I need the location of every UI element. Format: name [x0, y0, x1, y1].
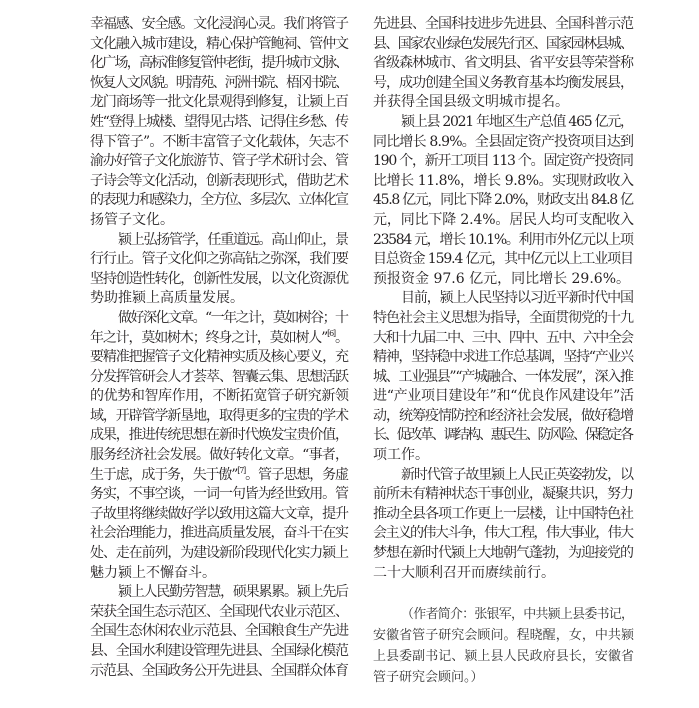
text-line: 县、全国水利建设管理先进县、全国绿化模范: [90, 643, 348, 659]
text-line: 前所未有精神状态干事创业，凝聚共识，努力: [373, 486, 633, 503]
text-line: 项工作。: [373, 447, 429, 464]
text-line: 梦想在新时代颍上大地朝气蓬勃，为迎接党的: [373, 545, 633, 562]
text-line: 生于虑，成于务，失于傲”[7]。管子思想，务虚: [90, 465, 348, 483]
right-column: [373, 15, 634, 583]
text-line: 子诗会等文化活动，创新表现形式，借助艺术: [90, 172, 348, 189]
text-line: 示范县、全国政务公开先进县、全国群众体育: [90, 662, 348, 679]
text-line: 二十大顺利召开而赓续前行。: [373, 564, 555, 581]
text-line: 扬管子文化。: [90, 211, 174, 228]
text-line: 幸福感、安全感。文化浸润心灵。我们将管子: [90, 16, 348, 32]
text-line: 新时代管子故里颍上人民正英姿勃发，以: [401, 466, 633, 483]
text-line: 恢复人文风貌。明清苑、河洲书院、梧冈书院、: [90, 74, 348, 91]
text-line: 并获得全国县级文明城市提名。: [373, 94, 569, 111]
author-note-line: 管子研究会顾问。）: [373, 670, 484, 685]
text-line: 目前，颍上人民坚持以习近平新时代中国: [401, 290, 633, 307]
paragraph: [373, 289, 634, 465]
text-line: 比增长 11.8%，增长 9.8%。实现财政收入: [373, 172, 634, 189]
text-line: 域，开辟管学新垦地，取得更多的宝贵的学术: [90, 407, 348, 424]
text-line: 预报资金 97.6 亿元，同比增长 29.6%。: [373, 270, 630, 287]
paragraph: [90, 231, 349, 309]
text-line: 坚持创造性转化，创新性发展，以文化资源优: [90, 270, 348, 287]
text-line: 文化融入城市建设，精心保护管鲍祠、管仲文: [90, 35, 348, 52]
text-line: 推动全县各项工作更上一层楼，让中国特色社: [373, 505, 633, 522]
text-line: 的表现力和感染力，全方位、多层次、立体化宣: [90, 192, 348, 209]
text-line: 社会治理能力，推进高质量发展，奋斗干在实: [90, 525, 348, 542]
author-note-line: 上县委副书记、颍上县人民政府县长，安徽省: [373, 649, 635, 664]
text-line: 做好深化文章。“一年之计，莫如树谷；十: [118, 309, 348, 326]
text-line: 势助推颍上高质量发展。: [90, 290, 244, 307]
text-line: 会主义的伟大斗争，伟大工程，伟大事业，伟大: [373, 525, 633, 542]
author-note-line: （作者简介：张银军，中共颍上县委书记，: [401, 607, 634, 622]
text-line: 先进县、全国科技进步先进县、全国科普示范: [373, 16, 633, 32]
text-line: 颍上人民勤劳智慧，硕果累累。颍上先后: [118, 584, 348, 601]
text-line: 元，同比下降 2.4%。居民人均可支配收入: [373, 211, 634, 228]
text-line: 子故里将继续做好学以致用这篇大文章，提升: [90, 505, 348, 522]
text-line: 45.8 亿元，同比下降 2.0%，财政支出 84.8 亿: [373, 192, 633, 209]
text-line: 的优势和智库作用，不断拓宽管子研究新领: [90, 388, 349, 405]
text-line: 魅力颍上不懈奋斗。: [90, 564, 216, 581]
paragraph: [373, 466, 634, 584]
text-line: 同比增长 8.9%。全县固定资产投资项目达到: [373, 133, 634, 150]
text-line: 精神，坚持稳中求进工作总基调，坚持“产业兴: [373, 349, 633, 366]
text-line: 荣获全国生态示范区、全国现代农业示范区、: [90, 603, 348, 620]
text-line: 得下管子”。不断丰富管子文化载体，矢志不: [90, 133, 349, 150]
text-line: 分发挥管研会人才荟萃、智囊云集、思想活跃: [90, 368, 348, 385]
text-line: 县、国家农业绿色发展先行区、国家园林县城、: [373, 35, 633, 52]
text-line: 特色社会主义思想为指导，全面贯彻党的十九: [373, 309, 633, 326]
text-line: 颍上弘扬管学，任重道远。高山仰止，景: [118, 231, 348, 248]
text-line: 23584 元，增长 10.1%。利用市外亿元以上项: [373, 231, 633, 248]
paragraph: [90, 583, 349, 681]
text-line: 190 个，新开工项目 113 个。固定资产投资同: [373, 153, 633, 170]
author-note-line: 安徽省管子研究会顾问。程晓醒，女，中共颍: [373, 628, 635, 643]
text-line: 动，统筹疫情防控和经济社会发展，做好稳增: [373, 407, 633, 424]
text-line: 城、工业强县”“产城融合、一体发展”，深入推: [373, 368, 633, 385]
text-line: 姓“登得上城楼、望得见古塔、记得住乡愁、传: [90, 113, 348, 130]
text-line: 全国生态休闲农业示范县、全国粮食生产先进: [90, 623, 348, 640]
text-line: 要精准把握管子文化精神实质及核心要义，充: [90, 349, 348, 366]
text-line: 目总资金 159.4 亿元，其中亿元以上工业项目: [373, 251, 633, 268]
text-line: 长、促改革、调结构、惠民生、防风险、保稳定各: [373, 427, 632, 444]
text-line: 化广场，高标准修复管仲老街，提升城市文脉、: [90, 55, 348, 72]
text-line: 大和十九届二中、三中、四中、五中、六中全会: [373, 329, 633, 346]
text-line: 省级森林城市、省文明县、省平安县等荣誉称: [373, 55, 633, 72]
text-line: 年之计，莫如树木；终身之计，莫如树人”[6]。: [90, 328, 348, 346]
citation-ref: [6]: [327, 328, 335, 338]
paragraph: [90, 15, 349, 231]
paragraph: [373, 15, 634, 113]
text-line: 号，成功创建全国义务教育基本均衡发展县，: [373, 74, 633, 91]
citation-ref: [7]: [237, 465, 246, 475]
text-line: 进“产业项目建设年”和“优良作风建设年”活: [373, 388, 634, 405]
text-line: 成果，推进传统思想在新时代焕发宝贵价值，: [90, 427, 348, 444]
text-line: 服务经济社会发展。做好转化文章。“事者，: [90, 447, 349, 464]
author-note: [373, 604, 634, 688]
paragraph: [373, 113, 634, 289]
text-line: 龙门商场等一批文化景观得到修复，让颍上百: [90, 94, 348, 111]
text-line: 务实，不事空谈，一词一句皆为经世致用。管: [90, 486, 348, 503]
paragraph: [90, 309, 349, 583]
text-line: 行行止。管子文化仰之弥高钻之弥深，我们要: [90, 251, 348, 268]
left-column: [90, 15, 349, 681]
text-line: 处、走在前列，为建设新阶段现代化实力颍上: [90, 545, 348, 562]
text-line: 颍上县 2021 年地区生产总值 465 亿元，: [401, 113, 633, 130]
text-line: 渝办好管子文化旅游节、管子学术研讨会、管: [90, 153, 348, 170]
